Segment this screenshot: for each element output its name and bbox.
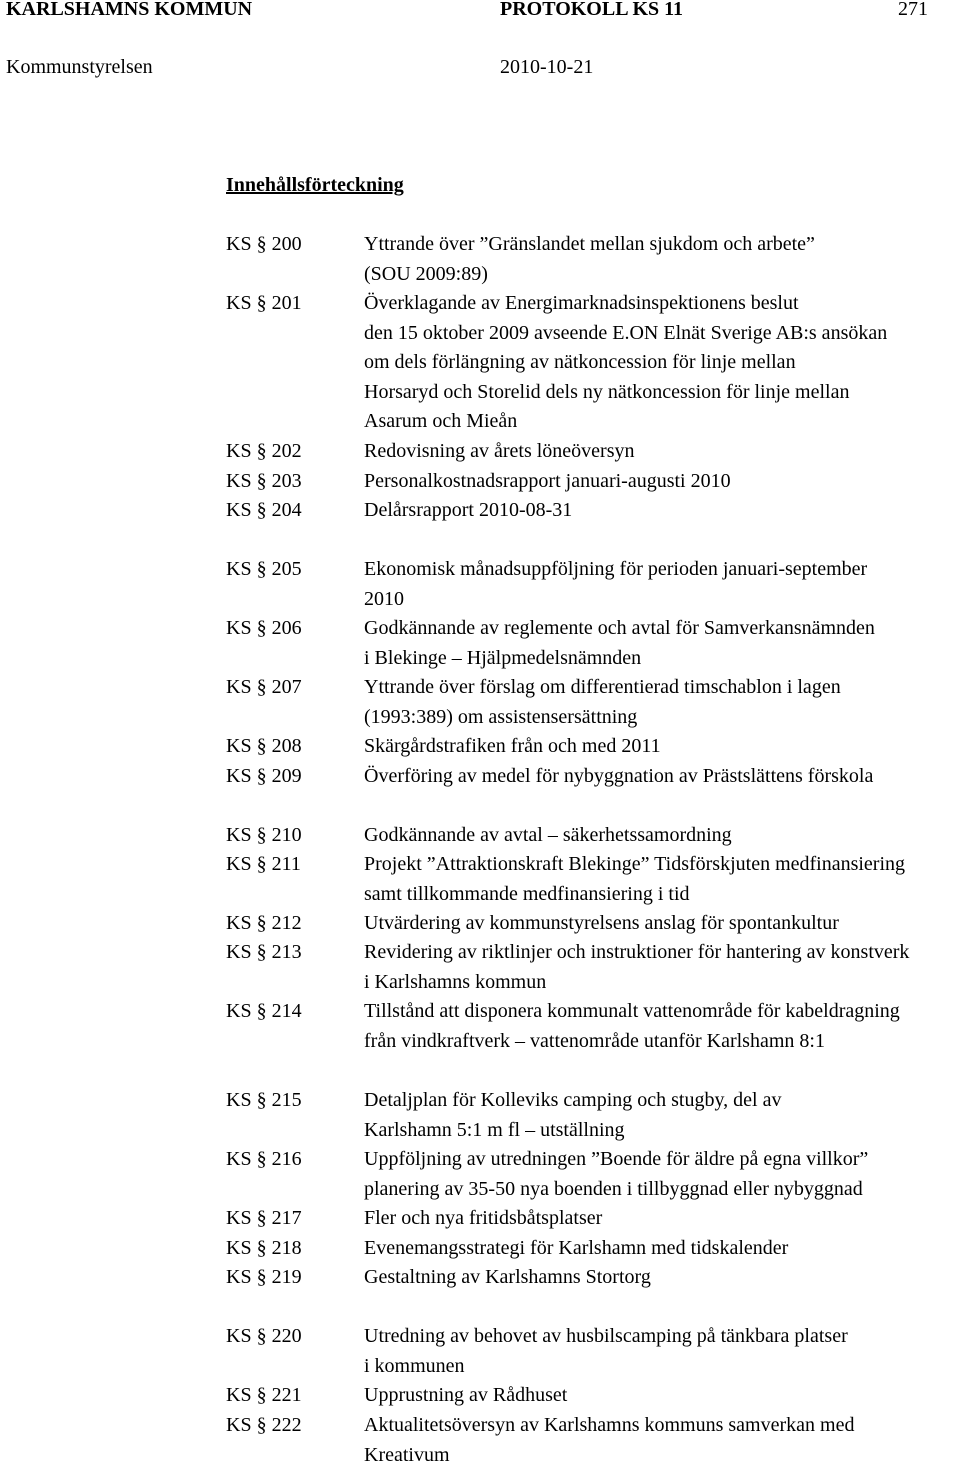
toc-entry-text: (SOU 2009:89) — [364, 262, 488, 285]
toc-entry-text: Evenemangsstrategi för Karlshamn med tidskalender — [364, 1237, 789, 1259]
toc-entry-text: samt tillkommande medfinansiering i tid — [364, 882, 690, 905]
toc-entry-text: Upprustning av Rådhuset — [364, 1384, 568, 1406]
toc-entry-text: den 15 oktober 2009 avseende E.ON Elnät Sverige AB:s ansökan — [364, 321, 888, 344]
toc-entry-number: KS § 209 — [226, 765, 302, 787]
toc-entry-text: Detaljplan för Kolleviks camping och stugby, del av — [364, 1089, 782, 1111]
toc-entry-number: KS § 214 — [226, 1000, 302, 1022]
toc-entry-text: Aktualitetsöversyn av Karlshamns kommuns samverkan med — [364, 1414, 855, 1436]
meeting-date: 2010-10-21 — [500, 56, 594, 78]
toc-entry-number: KS § 210 — [226, 824, 302, 846]
toc-entry-number: KS § 203 — [226, 470, 302, 492]
protocol-title: PROTOKOLL KS 11 — [500, 0, 684, 20]
toc-entry-text: Tillstånd att disponera kommunalt vattenområde för kabeldragning — [364, 1000, 900, 1022]
toc-entry-number: KS § 211 — [226, 853, 301, 875]
toc-entry-number: KS § 222 — [226, 1414, 302, 1436]
toc-entry-text: planering av 35-50 nya boenden i tillbyggnad eller nybyggnad — [364, 1177, 863, 1200]
toc-entry-number: KS § 221 — [226, 1384, 302, 1406]
municipality-name: KARLSHAMNS KOMMUN — [6, 0, 253, 20]
toc-entry-number: KS § 213 — [226, 941, 302, 963]
toc-entry-text: Godkännande av avtal – säkerhetssamordning — [364, 824, 732, 846]
toc-entry-text: Karlshamn 5:1 m fl – utställning — [364, 1118, 625, 1141]
toc-entry-text: Horsaryd och Storelid dels ny nätkoncession för linje mellan — [364, 380, 850, 403]
toc-entry-text: Delårsrapport 2010-08-31 — [364, 499, 573, 521]
toc-entry-number: KS § 201 — [226, 292, 302, 314]
board-name: Kommunstyrelsen — [6, 56, 153, 78]
toc-entry-text: Godkännande av reglemente och avtal för Samverkansnämnden — [364, 617, 875, 639]
toc-entry-text: 2010 — [364, 587, 404, 610]
toc-entry-number: KS § 220 — [226, 1325, 302, 1347]
toc-entry-number: KS § 205 — [226, 558, 302, 580]
toc-entry-number: KS § 216 — [226, 1148, 302, 1170]
toc-entry-text: Överföring av medel för nybyggnation av Prästslättens förskola — [364, 765, 874, 787]
toc-entry-number: KS § 215 — [226, 1089, 302, 1111]
toc-entry-text: från vindkraftverk – vattenområde utanför Karlshamn 8:1 — [364, 1029, 825, 1052]
toc-entry-text: Personalkostnadsrapport januari-augusti 2010 — [364, 470, 731, 492]
toc-entry-text: Överklagande av Energimarknadsinspektionens beslut — [364, 292, 799, 314]
toc-entry-text: Skärgårdstrafiken från och med 2011 — [364, 735, 661, 757]
toc-entry-text: Kreativum — [364, 1443, 450, 1466]
toc-entry-text: i Karlshamns kommun — [364, 970, 547, 993]
toc-entry-text: Utvärdering av kommunstyrelsens anslag för spontankultur — [364, 912, 839, 934]
toc-entry-text: Redovisning av årets löneöversyn — [364, 440, 635, 462]
toc-entry-number: KS § 202 — [226, 440, 302, 462]
toc-entry-number: KS § 217 — [226, 1207, 302, 1229]
toc-entry-text: Utredning av behovet av husbilscamping på tänkbara platser — [364, 1325, 848, 1347]
toc-entry-text: i Blekinge – Hjälpmedelsnämnden — [364, 646, 642, 669]
toc-entry-text: Asarum och Mieån — [364, 410, 518, 432]
toc-entry-text: Ekonomisk månadsuppföljning för perioden januari-september — [364, 558, 868, 580]
toc-entry-number: KS § 200 — [226, 233, 302, 255]
toc-entry-text: Projekt ”Attraktionskraft Blekinge” Tidsförskjuten medfinansiering — [364, 853, 906, 875]
toc-entry-text: Uppföljning av utredningen ”Boende för äldre på egna villkor” — [364, 1148, 869, 1170]
toc-entry-number: KS § 212 — [226, 912, 302, 934]
toc-entry-number: KS § 207 — [226, 676, 302, 698]
toc-entry-text: Revidering av riktlinjer och instruktioner för hantering av konstverk — [364, 941, 910, 963]
toc-entry-number: KS § 206 — [226, 617, 302, 639]
toc-entry-text: Fler och nya fritidsbåtsplatser — [364, 1207, 603, 1229]
toc-entry-text: Gestaltning av Karlshamns Stortorg — [364, 1266, 651, 1288]
toc-entry-text: Yttrande över förslag om differentierad timschablon i lagen — [364, 676, 841, 698]
toc-entry-number: KS § 208 — [226, 735, 302, 757]
toc-entry-number: KS § 218 — [226, 1237, 302, 1259]
toc-entry-text: (1993:389) om assistensersättning — [364, 705, 638, 728]
page-number: 271 — [898, 0, 928, 20]
toc-entry-number: KS § 219 — [226, 1266, 302, 1288]
toc-entry-number: KS § 204 — [226, 499, 302, 521]
toc-entry-text: i kommunen — [364, 1354, 465, 1377]
toc-entry-text: Yttrande över ”Gränslandet mellan sjukdom och arbete” — [364, 233, 815, 255]
toc-title: Innehållsförteckning — [226, 174, 404, 196]
toc-entry-text: om dels förlängning av nätkoncession för linje mellan — [364, 351, 796, 373]
